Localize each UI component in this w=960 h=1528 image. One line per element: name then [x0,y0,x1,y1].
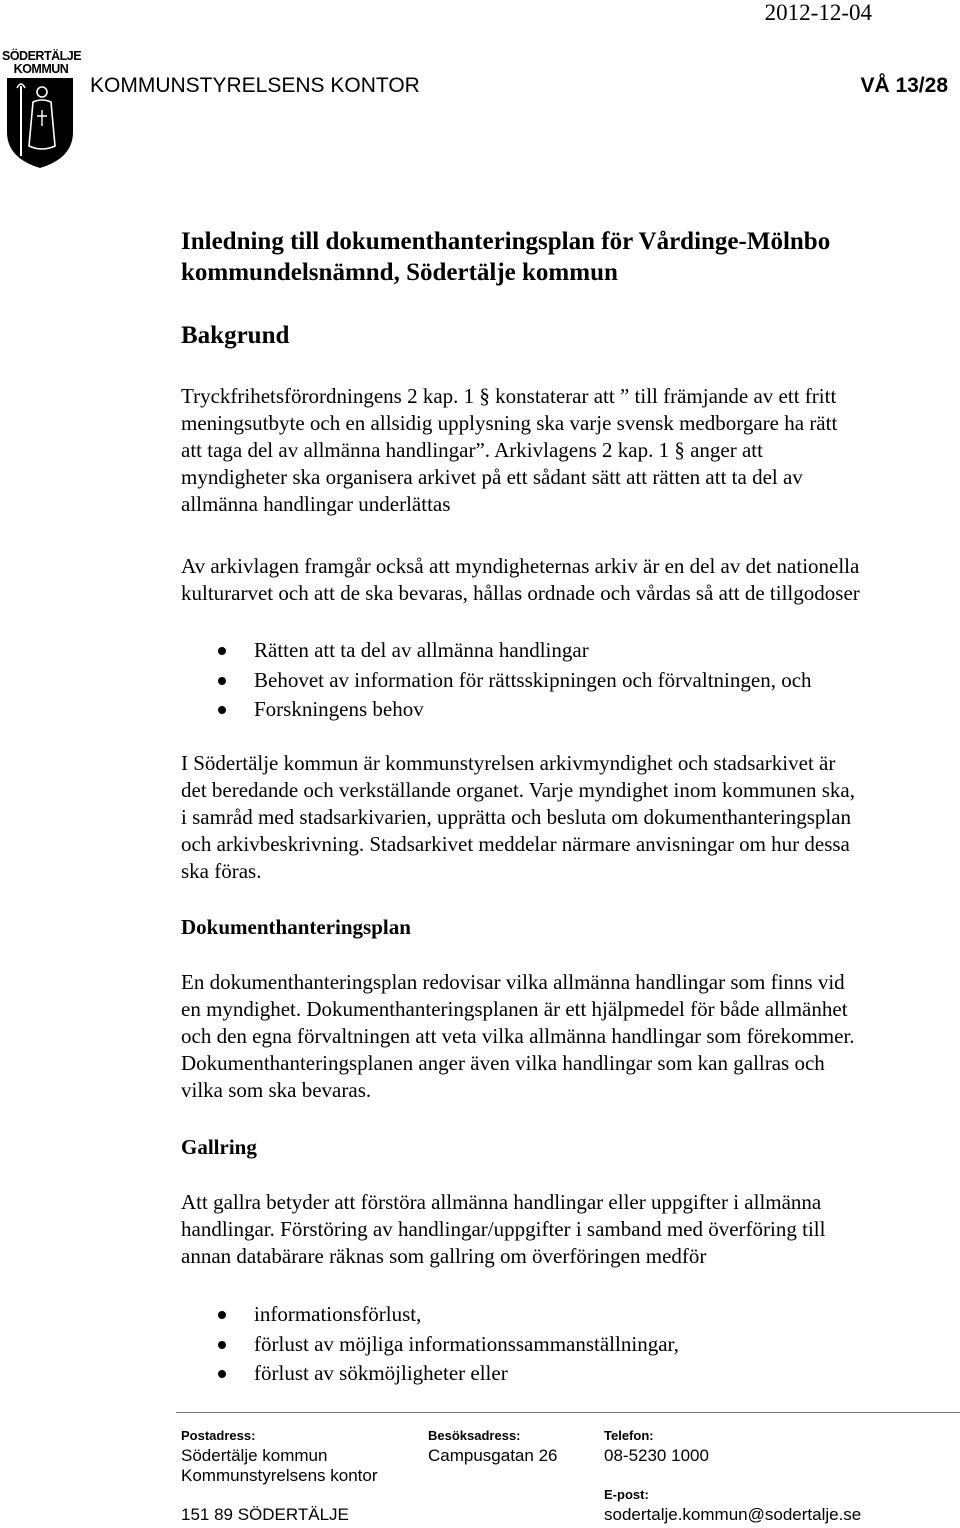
text-line: och arkivbeskrivning. Stadsarkivet meddelar närmare anvisningar om hur dessa [181,832,850,856]
office-name: KOMMUNSTYRELSENS KONTOR [90,74,420,97]
text-line: Tryckfrihetsförordningens 2 kap. 1 § konstaterar att ” till främjande av ett fritt [181,384,837,408]
footer-postal-label: Postadress: [181,1428,256,1443]
footer-phone-label: Telefon: [604,1428,654,1443]
section-heading-background: Bakgrund [181,322,290,349]
text-line: Av arkivlagen framgår också att myndigheternas arkiv är en del av det nationella [181,554,860,578]
logo-text-line2: KOMMUN [13,62,69,76]
text-line: meningsutbyte och en allsidig upplysning ska varje svensk medborgare ha rätt [181,411,838,435]
logo-text-line1: SÖDERTÄLJE [2,49,82,63]
list-item: Behovet av information för rättsskipningen och förvaltningen, och [218,666,812,696]
footer-divider [176,1412,960,1413]
text-line: ska föras. [181,859,262,883]
footer-visit-address: Campusgatan 26 [428,1446,558,1465]
text-line: vilka som ska bevaras. [181,1078,372,1102]
document-date: 2012-12-04 [764,0,872,25]
background-paragraph-2 [181,553,956,607]
document-title [181,226,956,288]
list-item: Forskningens behov [218,695,812,725]
list-item: förlust av sökmöjligheter eller [218,1359,679,1389]
text-line: allmänna handlingar underlättas [181,492,451,516]
text-line: kulturarvet och att de ska bevaras, hållas ordnade och vårdas så att de tillgodoser [181,581,860,605]
title-line: Inledning till dokumenthanteringsplan för Vårdinge-Mölnbo [181,228,831,255]
text-line: Dokumenthanteringsplanen anger även vilka handlingar som kan gallras och [181,1051,825,1075]
list-item: förlust av möjliga informationssammanställningar, [218,1330,679,1360]
text-line: och den egna förvaltningen att veta vilka allmänna handlingar som förekommer. [181,1024,855,1048]
footer-phone: 08-5230 1000 [604,1446,709,1465]
gallring-bullet-list [218,1300,679,1389]
text-line: en myndighet. Dokumenthanteringsplanen är ett hjälpmedel för både allmänhet [181,997,848,1021]
text-line: det beredande och verkställande organet. Varje myndighet inom kommunen ska, [181,778,855,802]
list-item: Rätten att ta del av allmänna handlingar [218,636,812,666]
background-bullet-list [218,636,812,725]
footer-postal-name: Södertälje kommun [181,1446,328,1465]
section-heading-plan: Dokumenthanteringsplan [181,915,411,939]
text-line: annan databärare räknas som gallring om överföringen medför [181,1244,707,1268]
background-paragraph-3 [181,750,956,885]
footer-postal-city: 151 89 SÖDERTÄLJE [181,1505,349,1524]
footer-visit-label: Besöksadress: [428,1428,521,1443]
text-line: I Södertälje kommun är kommunstyrelsen arkivmyndighet och stadsarkivet är [181,751,836,775]
list-item: informationsförlust, [218,1300,679,1330]
title-line: kommundelsnämnd, Södertälje kommun [181,259,618,286]
reference-number: VÅ 13/28 [860,74,948,97]
municipality-logo [2,46,82,170]
gallring-paragraph [181,1189,956,1270]
footer-email-label: E-post: [604,1487,649,1502]
text-line: Att gallra betyder att förstöra allmänna handlingar eller uppgifter i allmänna [181,1190,822,1214]
text-line: handlingar. Förstöring av handlingar/uppgifter i samband med överföring till [181,1217,826,1241]
footer-email-link[interactable]: sodertalje.kommun@sodertalje.se [604,1505,862,1524]
plan-paragraph [181,969,956,1104]
text-line: En dokumenthanteringsplan redovisar vilka allmänna handlingar som finns vid [181,970,845,994]
text-line: myndigheter ska organisera arkivet på ett sådant sätt att rätten att ta del av [181,465,803,489]
background-paragraph-1 [181,383,956,518]
footer-postal-dept: Kommunstyrelsens kontor [181,1466,378,1485]
section-heading-gallring: Gallring [181,1135,257,1159]
text-line: i samråd med stadsarkivarien, upprätta och besluta om dokumenthanteringsplan [181,805,852,829]
text-line: att taga del av allmänna handlingar”. Arkivlagens 2 kap. 1 § anger att [181,438,763,462]
coat-of-arms-icon [5,76,75,170]
